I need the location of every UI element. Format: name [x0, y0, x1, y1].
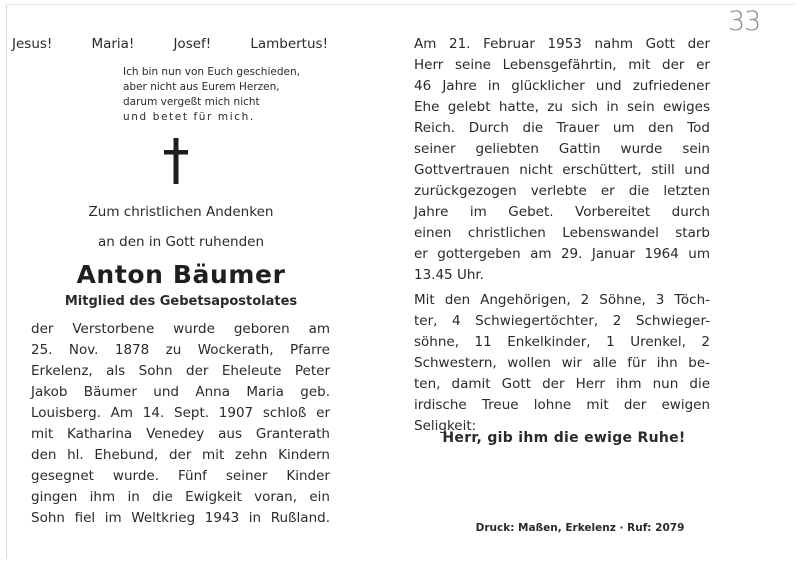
- family-line: söhne, 11 Enkelkinder, 1 Urenkel, 2: [414, 334, 710, 350]
- verse-line: darum vergeßt mich nicht: [123, 96, 260, 108]
- bio-line: zurückgezogen verlebte er die letzten: [414, 183, 710, 199]
- bio-line: 13.45 Uhr.: [414, 267, 484, 283]
- family-line: ten, damit Gott der Herr ihm nun die: [414, 376, 710, 392]
- family-line: Seligkeit:: [414, 418, 477, 434]
- printer-imprint: Druck: Maßen, Erkelenz · Ruf: 2079: [475, 522, 685, 534]
- family-line: Mit den Angehörigen, 2 Söhne, 3 Töch-: [414, 292, 710, 308]
- bio-line: Erkelenz, als Sohn der Eheleute Peter: [31, 363, 330, 379]
- verse-line: aber nicht aus Eurem Herzen,: [123, 81, 280, 93]
- bio-line: Jahre im Gebet. Vorbereitet durch: [414, 204, 710, 220]
- verse-line: Ich bin nun von Euch geschieden,: [123, 66, 300, 78]
- bio-line: Gottvertrauen nicht erschüttert, still und: [414, 162, 710, 178]
- verse-line: und betet für mich.: [123, 111, 255, 123]
- archive-number: 33: [728, 6, 761, 37]
- membership: Mitglied des Gebetsapostolates: [64, 294, 298, 309]
- deceased-name: Anton Bäumer: [76, 260, 286, 289]
- bio-line: 25. Nov. 1878 zu Wockerath, Pfarre: [31, 342, 330, 358]
- family-line: ter, 4 Schwiegertöchter, 2 Schwieger-: [414, 313, 710, 329]
- invocation-lambertus: Lambertus!: [250, 36, 328, 52]
- bio-line: Herr seine Lebensgefährtin, mit der er: [414, 57, 710, 73]
- bio-line: Sohn fiel im Weltkrieg 1943 in Rußland.: [31, 510, 330, 526]
- bio-line: Ehe gelebt hatte, zu sich in sein ewiges: [414, 99, 710, 115]
- bio-line: den hl. Ehebund, der mit zehn Kindern: [31, 447, 330, 463]
- bio-line: mit Katharina Venedey aus Granterath: [31, 426, 330, 442]
- farewell-verse: [123, 65, 300, 125]
- bio-line: der Verstorbene wurde geboren am: [31, 321, 330, 337]
- cross-icon: [163, 137, 189, 185]
- bio-line: einen christlichen Lebenswandel starb: [414, 225, 710, 241]
- invocation-josef: Josef!: [173, 36, 212, 52]
- invocation-maria: Maria!: [91, 36, 135, 52]
- bio-line: gesegnet wurde. Fünf seiner Kinder: [31, 468, 330, 484]
- bio-line: Am 21. Februar 1953 nahm Gott der: [414, 36, 710, 52]
- bio-line: Jakob Bäumer und Anna Maria geb.: [31, 384, 330, 400]
- bio-line: Louisberg. Am 14. Sept. 1907 schloß er: [31, 405, 330, 421]
- bio-line: Reich. Durch die Trauer um den Tod: [414, 120, 710, 136]
- family-line: Schwestern, wollen wir alle für ihn be-: [414, 355, 710, 371]
- invocation: [12, 36, 328, 52]
- closing-prayer: Herr, gib ihm die ewige Ruhe!: [442, 430, 686, 446]
- andenken-line: an den in Gott ruhenden: [98, 234, 264, 250]
- andenken-line: Zum christlichen Andenken: [88, 204, 274, 220]
- bio-line: seiner geliebten Gattin wurde sein: [414, 141, 710, 157]
- bio-line: er gottergeben am 29. Januar 1964 um: [414, 246, 710, 262]
- bio-line: 46 Jahre in glücklicher und zufriedener: [414, 78, 710, 94]
- family-line: irdische Treue lohne mit der ewigen: [414, 397, 710, 413]
- invocation-jesus: Jesus!: [12, 36, 53, 52]
- bio-line: gingen ihm in die Ewigkeit voran, ein: [31, 489, 330, 505]
